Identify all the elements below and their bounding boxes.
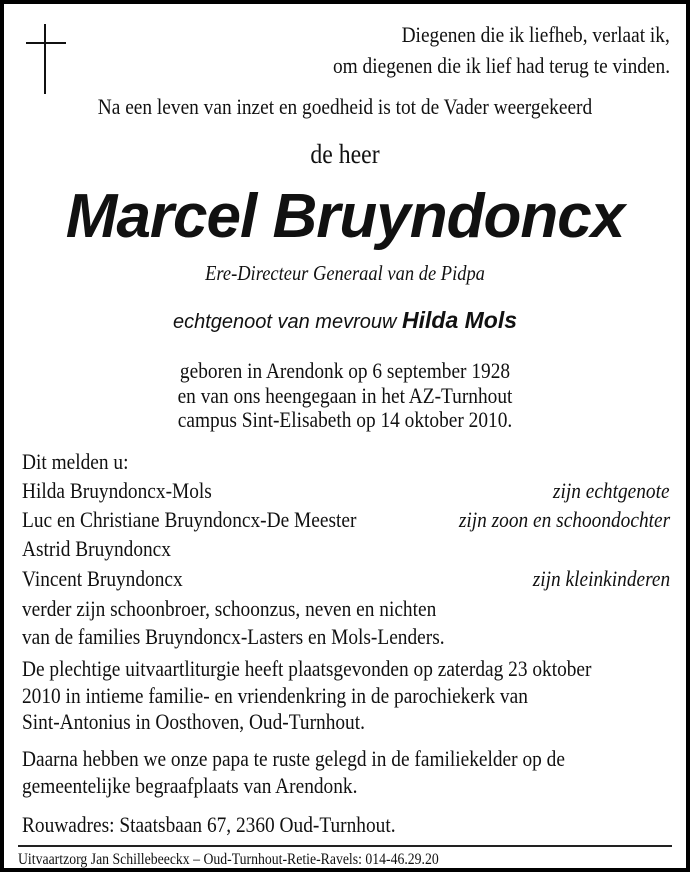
mourner-relation: zijn echtgenote (553, 478, 670, 503)
funeral-line: 2010 in intieme familie- en vriendenkring in de parochiekerk van (22, 683, 528, 708)
announce-text: Dit melden u: (22, 449, 129, 474)
mourner-relation: zijn zoon en schoondochter (458, 507, 670, 532)
divider (18, 845, 672, 847)
quote-line: Diegenen die ik liefheb, verlaat ik, (401, 22, 670, 47)
mourner-name: Luc en Christiane Bruyndoncx-De Meester (22, 507, 357, 532)
function-text: Ere-Directeur Generaal van de Pidpa (205, 261, 485, 285)
cross-vertical (44, 24, 46, 94)
dates-line: en van ons heengegaan in het AZ-Turnhout (177, 383, 513, 408)
cross-horizontal (26, 42, 66, 44)
mourner-name: Hilda Bruyndoncx-Mols (22, 478, 212, 503)
intro-text: Na een leven van inzet en goedheid is tot de Vader weergekeerd (97, 94, 593, 119)
dates-line: geboren in Arendonk op 6 september 1928 (179, 358, 511, 383)
mourner-relation: zijn kleinkinderen (532, 566, 670, 591)
family-line: van de families Bruyndoncx-Lasters en Mols-Lenders. (22, 624, 445, 649)
funeral-line: Sint-Antonius in Oosthoven, Oud-Turnhout. (22, 709, 365, 734)
family-line: verder zijn schoonbroer, schoonzus, neven en nichten (22, 596, 437, 621)
dates-line: campus Sint-Elisabeth op 14 oktober 2010. (177, 407, 513, 432)
address-text: Rouwadres: Staatsbaan 67, 2360 Oud-Turnhout. (22, 812, 396, 837)
spouse-line (4, 309, 686, 332)
title-text: de heer (310, 139, 380, 169)
burial-line: Daarna hebben we onze papa te ruste gelegd in de familiekelder op de (22, 746, 565, 771)
spouse-name: Hilda Mols (402, 307, 518, 333)
footer-text: Uitvaartzorg Jan Schillebeeckx – Oud-Turnhout-Retie-Ravels: 014-46.29.20 (18, 851, 439, 868)
burial-line: gemeentelijke begraafplaats van Arendonk. (22, 773, 358, 798)
spouse-prefix: echtgenoot van mevrouw (172, 311, 397, 333)
quote-line: om diegenen die ik lief had terug te vinden. (332, 53, 670, 78)
deceased-name: Marcel Bruyndoncx (65, 182, 625, 251)
mourner-name: Astrid Bruyndoncx (22, 536, 171, 561)
mourner-name: Vincent Bruyndoncx (22, 566, 183, 591)
funeral-line: De plechtige uitvaartliturgie heeft plaatsgevonden op zaterdag 23 oktober (22, 656, 592, 681)
